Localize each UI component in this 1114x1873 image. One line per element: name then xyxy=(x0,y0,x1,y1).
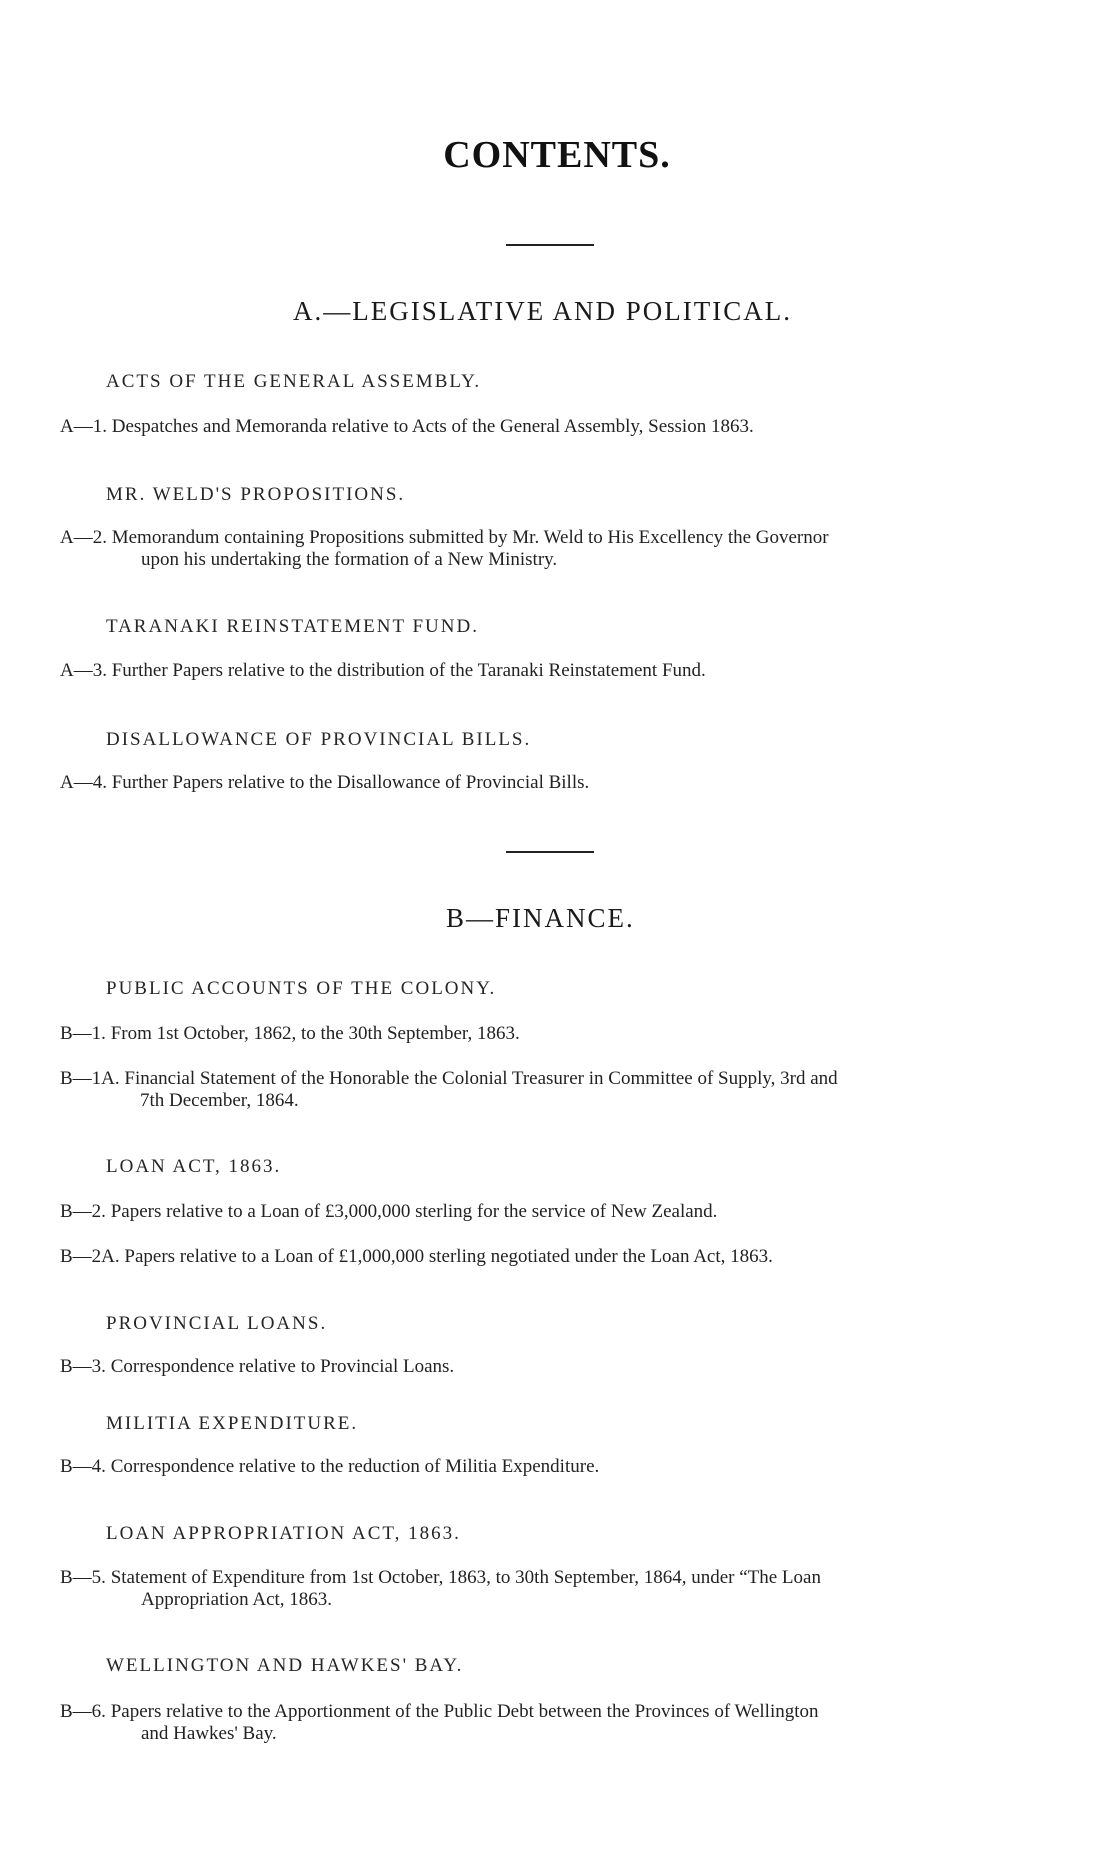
entry-b-2 xyxy=(60,1201,1042,1223)
entry-text: Financial Statement of the Honorable the Colonial Treasurer in Committee of Supply, 3rd and xyxy=(124,1068,838,1089)
entry-text: Statement of Expenditure from 1st October, 1863, to 30th September, 1864, under “The Loan xyxy=(110,1567,821,1588)
entry-number: B—1. xyxy=(60,1023,106,1044)
entry-text: Further Papers relative to the Disallowance of Provincial Bills. xyxy=(111,772,590,793)
entry-number: B—2A. xyxy=(60,1246,120,1267)
title-divider xyxy=(506,244,594,246)
page-title: CONTENTS. xyxy=(443,134,671,176)
section-heading-a: A.—LEGISLATIVE AND POLITICAL. xyxy=(293,296,792,326)
entry-text: Papers relative to a Loan of £3,000,000 sterling for the service of New Zealand. xyxy=(110,1201,718,1222)
subhead-militia-expenditure: MILITIA EXPENDITURE. xyxy=(106,1413,359,1434)
entry-b-1 xyxy=(60,1023,1042,1045)
entry-text-continued: and Hawkes' Bay. xyxy=(141,1723,277,1744)
entry-number: A—2. xyxy=(60,527,107,548)
subhead-public-accounts: PUBLIC ACCOUNTS OF THE COLONY. xyxy=(106,978,497,999)
entry-a-1 xyxy=(60,416,1042,438)
entry-b-4 xyxy=(60,1456,1042,1478)
section-heading-b: B—FINANCE. xyxy=(446,903,635,933)
entry-text-continued: 7th December, 1864. xyxy=(140,1090,299,1111)
entry-a-3 xyxy=(60,660,1042,682)
entry-b-6 xyxy=(60,1701,1042,1745)
entry-text-continued: Appropriation Act, 1863. xyxy=(141,1589,333,1610)
entry-b-1a xyxy=(60,1068,1042,1112)
entry-b-5 xyxy=(60,1567,1042,1611)
subhead-loan-act: LOAN ACT, 1863. xyxy=(106,1156,282,1177)
entry-a-4 xyxy=(60,772,1042,794)
entry-text: Papers relative to a Loan of £1,000,000 sterling negotiated under the Loan Act, 1863. xyxy=(124,1246,773,1267)
entry-a-2 xyxy=(60,527,1042,571)
entry-number: A—4. xyxy=(60,772,107,793)
entry-text: Further Papers relative to the distribution of the Taranaki Reinstatement Fund. xyxy=(111,660,706,681)
entry-text: Correspondence relative to the reduction of Militia Expenditure. xyxy=(110,1456,600,1477)
subhead-provincial-loans: PROVINCIAL LOANS. xyxy=(106,1313,328,1334)
entry-number: A—3. xyxy=(60,660,107,681)
entry-number: B—6. xyxy=(60,1701,106,1722)
entry-text: Papers relative to the Apportionment of the Public Debt between the Provinces of Wellington xyxy=(110,1701,819,1722)
entry-number: B—5. xyxy=(60,1567,106,1588)
entry-number: B—3. xyxy=(60,1356,106,1377)
entry-text: Despatches and Memoranda relative to Acts of the General Assembly, Session 1863. xyxy=(111,416,754,437)
subhead-loan-appropriation-act: LOAN APPROPRIATION ACT, 1863. xyxy=(106,1523,461,1544)
entry-b-3 xyxy=(60,1356,1042,1378)
subhead-weld-propositions: MR. WELD'S PROPOSITIONS. xyxy=(106,484,406,505)
entry-text-continued: upon his undertaking the formation of a New Ministry. xyxy=(141,549,558,570)
subhead-wellington-hawkes-bay: WELLINGTON AND HAWKES' BAY. xyxy=(106,1655,464,1676)
entry-text: Correspondence relative to Provincial Loans. xyxy=(110,1356,455,1377)
entry-text: Memorandum containing Propositions submitted by Mr. Weld to His Excellency the Governor xyxy=(111,527,829,548)
subhead-taranaki-fund: TARANAKI REINSTATEMENT FUND. xyxy=(106,616,479,637)
subhead-disallowance-bills: DISALLOWANCE OF PROVINCIAL BILLS. xyxy=(106,729,532,750)
entry-number: B—4. xyxy=(60,1456,106,1477)
entry-b-2a xyxy=(60,1246,1042,1268)
section-divider xyxy=(506,851,594,853)
entry-number: A—1. xyxy=(60,416,107,437)
subhead-acts-general-assembly: ACTS OF THE GENERAL ASSEMBLY. xyxy=(106,371,482,392)
entry-number: B—1A. xyxy=(60,1068,120,1089)
entry-text: From 1st October, 1862, to the 30th September, 1863. xyxy=(110,1023,520,1044)
entry-number: B—2. xyxy=(60,1201,106,1222)
